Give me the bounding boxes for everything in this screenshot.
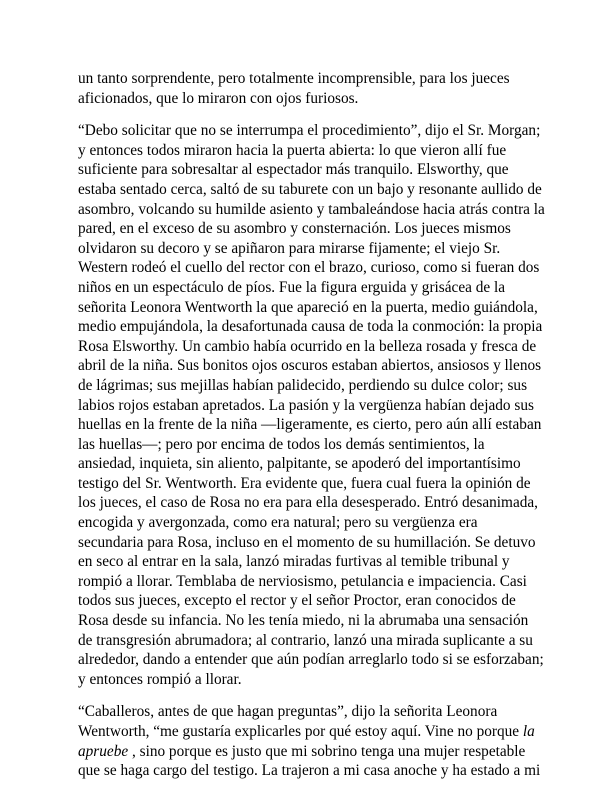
text-line: encogida y avergonzada, como era natural; pero su vergüenza era <box>78 514 478 532</box>
text-line: labios rojos estaban apretados. La pasión y la vergüenza habían dejado sus <box>78 396 534 414</box>
italic-text-run: la <box>522 723 535 740</box>
text-line: “Caballeros, antes de que hagan preguntas”, dijo la señorita Leonora <box>78 703 498 721</box>
text-line: señorita Leonora Wentworth la que apareció en la puerta, medio guiándola, <box>78 298 538 316</box>
body-text <box>78 69 545 794</box>
text-line: rompió a llorar. Temblaba de nerviosismo, petulancia e impaciencia. Casi <box>78 572 527 590</box>
text-line: de transgresión abrumadora; al contrario, lanzó una mirada suplicante a su <box>78 631 533 649</box>
text-line: ansiedad, inquieta, sin aliento, palpitante, se apoderó del importantísimo <box>78 455 521 473</box>
text-line: niños en un espectáculo de píos. Fue la figura erguida y grisácea de la <box>78 278 506 296</box>
paragraph-1 <box>78 69 540 108</box>
text-line: testigo del Sr. Wentworth. Era evidente que, fuera cual fuera la opinión de <box>78 474 531 492</box>
text-line: Rosa desde su infancia. No les tenía miedo, ni la abrumaba una sensación <box>78 612 529 630</box>
text-line: las huellas—; pero por encima de todos los demás sentimientos, la <box>78 435 485 453</box>
text-line: alrededor, dando a entender que aún podían arreglarlo todo si se esforzaban; <box>78 651 544 669</box>
paragraph-3 <box>78 702 540 780</box>
text-line: y entonces rompió a llorar. <box>78 670 242 688</box>
text-line: Rosa Elsworthy. Un cambio había ocurrido en la belleza rosada y fresca de <box>78 337 537 355</box>
text-line <box>78 722 540 742</box>
text-line: asombro, volcando su humilde asiento y tambaleándose hacia atrás contra la <box>78 200 545 218</box>
text-line: huellas en la frente de la niña —ligeramente, es cierto, pero aún allí estaban <box>78 416 542 434</box>
paragraph-2 <box>78 121 545 689</box>
text-line: los jueces, el caso de Rosa no era para ella desesperado. Entró desanimada, <box>78 494 538 512</box>
text-line: todos sus jueces, excepto el rector y el señor Proctor, eran conocidos de <box>78 592 516 610</box>
text-line: de lágrimas; sus mejillas habían palidecido, perdiendo su dulce color; sus <box>78 376 528 394</box>
text-line: Western rodeó el cuello del rector con el brazo, curioso, como si fueran dos <box>78 259 540 277</box>
text-run: Wentworth, “me gustaría explicarles por qué estoy aquí. Vine no porque <box>78 723 523 740</box>
text-line: en seco al entrar en la sala, lanzó miradas furtivas al temible tribunal y <box>78 553 510 571</box>
text-line: abril de la niña. Sus bonitos ojos oscuros estaban abiertos, ansiosos y llenos <box>78 357 542 375</box>
text-line <box>78 742 540 762</box>
text-line: suficiente para sobresaltar al espectador más tranquilo. Elsworthy, que <box>78 161 509 179</box>
text-line: pared, en el exceso de su asombro y consternación. Los jueces mismos <box>78 220 511 238</box>
text-run: , sino porque es justo que mi sobrino tenga una mujer respetable <box>128 742 526 760</box>
text-line: estaba sentado cerca, saltó de su taburete con un bajo y resonante aullido de <box>78 180 542 198</box>
text-line: secundaria para Rosa, incluso en el momento de su humillación. Se detuvo <box>78 533 536 551</box>
text-line: un tanto sorprendente, pero totalmente incomprensible, para los jueces <box>78 70 510 87</box>
text-line: medio empujándola, la desafortunada causa de toda la conmoción: la propia <box>78 318 543 336</box>
text-line: que se haga cargo del testigo. La trajeron a mi casa anoche y ha estado a mi <box>78 762 541 780</box>
text-line: y entonces todos miraron hacia la puerta abierta: lo que vieron allí fue <box>78 141 507 159</box>
text-line: “Debo solicitar que no se interrumpa el procedimiento”, dijo el Sr. Morgan; <box>78 122 541 140</box>
italic-text-run: apruebe <box>78 742 129 760</box>
text-line: aficionados, que lo miraron con ojos furiosos. <box>78 89 359 107</box>
text-line: olvidaron su decoro y se apiñaron para mirarse fijamente; el viejo Sr. <box>78 239 501 257</box>
